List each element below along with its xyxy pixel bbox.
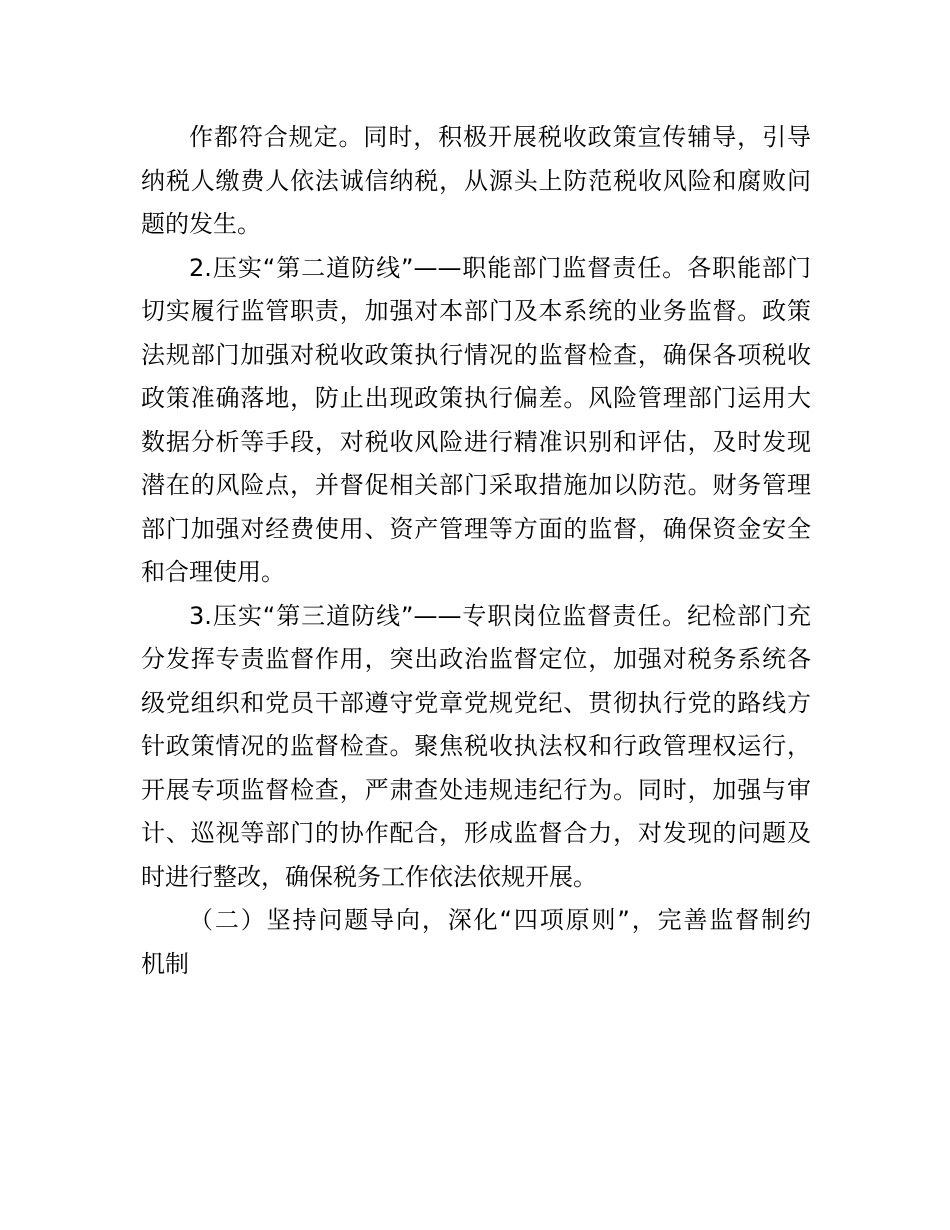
text-line: 2.压实“第二道防线”——职能部门监督责任。各职能部门 [189,253,811,282]
text-line: 政策准确落地，防止出现政策执行偏差。风险管理部门运用大 [141,384,811,412]
paragraph-second-line-of-defense [141,247,811,595]
document-body [141,116,811,986]
paragraph-continuation [141,116,811,247]
text-line: 潜在的风险点，并督促相关部门采取措施加以防范。财务管理 [141,471,811,499]
text-line: 针政策情况的监督检查。聚焦税收执法权和行政管理权运行， [141,732,811,760]
text-line: 纳税人缴费人依法诚信纳税，从源头上防范税收风险和腐败问 [141,166,811,195]
text-line: 级党组织和党员干部遵守党章党规党纪、贯彻执行党的路线方 [141,688,811,717]
text-line: 3.压实“第三道防线”——专职岗位监督责任。纪检部门充 [189,601,811,630]
text-line: 部门加强对经费使用、资产管理等方面的监督，确保资金安全 [141,514,811,543]
text-line: 开展专项监督检查，严肃查处违规违纪行为。同时，加强与审 [141,775,811,804]
text-line: 题的发生。 [141,210,261,238]
heading-line: 机制 [141,949,189,978]
text-line: 法规部门加强对税收政策执行情况的监督检查，确保各项税收 [141,340,811,369]
text-line: 切实履行监管职责，加强对本部门及本系统的业务监督。政策 [141,297,811,325]
text-line: 数据分析等手段，对税收风险进行精准识别和评估，及时发现 [141,427,811,456]
text-line: 分发挥专责监督作用，突出政治监督定位，加强对税务系统各 [141,645,811,673]
text-line: 时进行整改，确保税务工作依法依规开展。 [141,862,597,891]
section-heading [141,899,811,986]
text-line: 计、巡视等部门的协作配合，形成监督合力，对发现的问题及 [141,819,811,847]
text-line: 作都符合规定。同时，积极开展税收政策宣传辅导，引导 [189,123,811,151]
paragraph-third-line-of-defense [141,595,811,900]
text-line: 和合理使用。 [141,558,285,586]
heading-line: （二）坚持问题导向，深化“四项原则”，完善监督制约 [189,906,811,934]
